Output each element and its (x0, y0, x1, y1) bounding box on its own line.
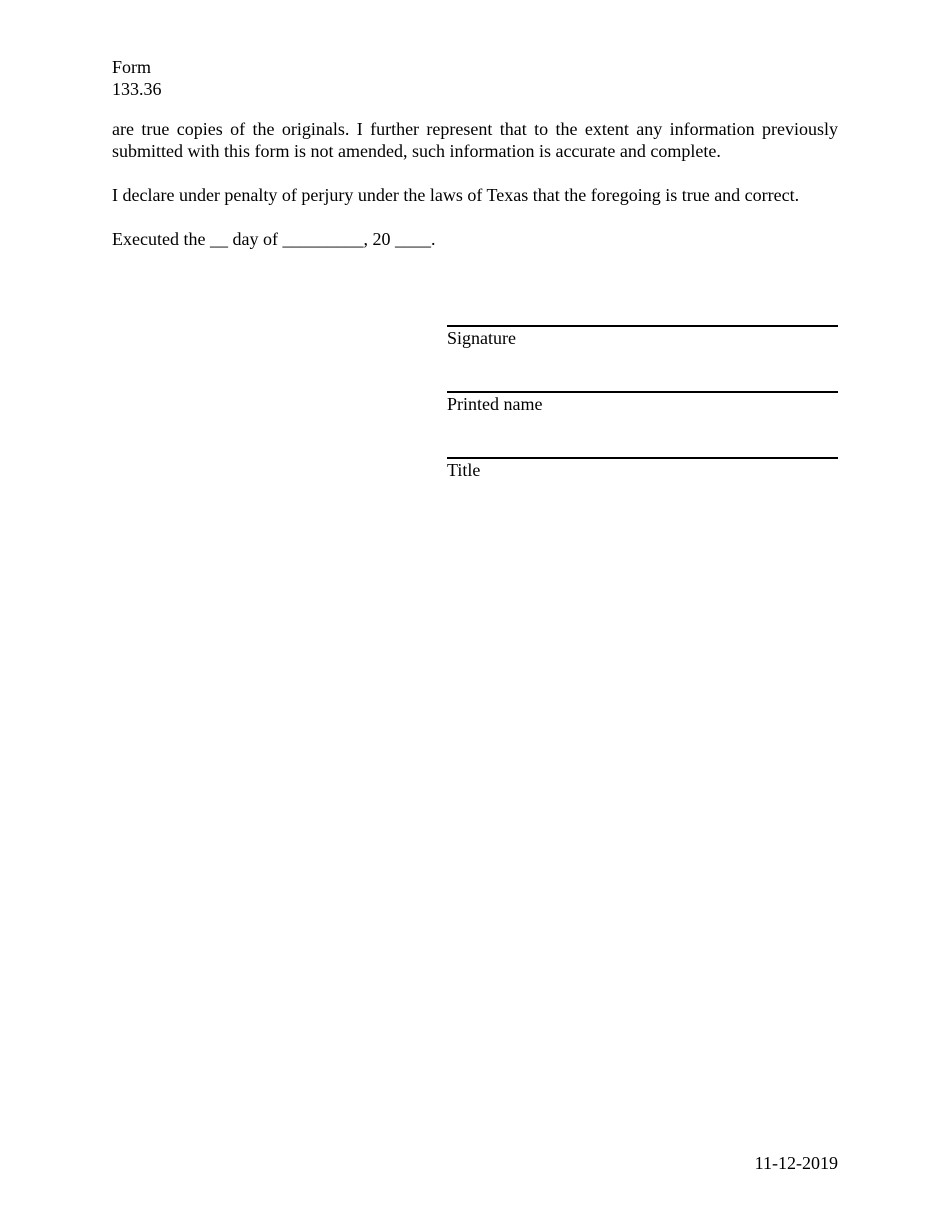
title-label: Title (447, 460, 481, 480)
executed-date-line: Executed the __ day of _________, 20 ____. (112, 229, 436, 249)
perjury-declaration: I declare under penalty of perjury under the laws of Texas that the foregoing is true and correct. (112, 185, 800, 205)
form-number: 133.36 (112, 79, 162, 99)
footer-date: 11-12-2019 (754, 1153, 838, 1173)
printed-name-label: Printed name (447, 394, 543, 414)
printed-name-field (447, 391, 838, 415)
signature-field (447, 325, 838, 349)
signature-label: Signature (447, 328, 516, 348)
representation-paragraph: are true copies of the originals. I further represent that to the extent any information previously submitted with this form is not amended, such information is accurate and complete. (112, 119, 838, 161)
title-field (447, 457, 838, 481)
form-number-header (112, 56, 162, 100)
form-word: Form (112, 57, 152, 77)
